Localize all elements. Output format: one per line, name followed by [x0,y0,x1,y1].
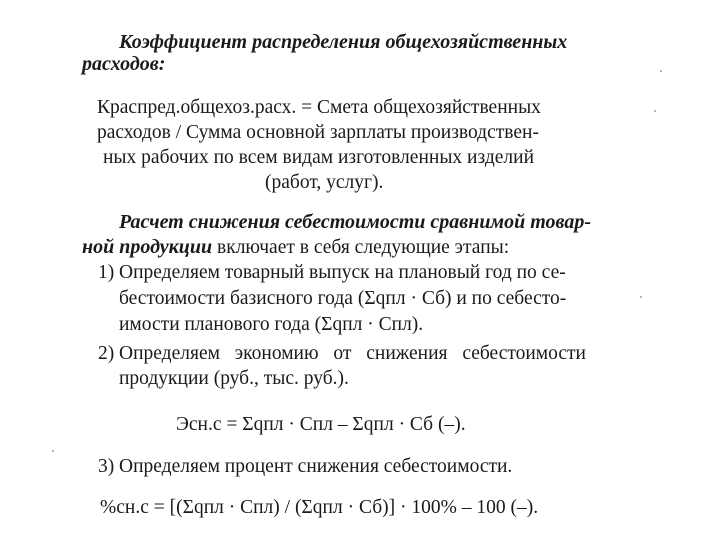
coefficient-formula-line4: (работ, услуг). [265,172,384,193]
cost-reduction-heading-line1: Расчет снижения себестоимости сравнимой товар- [119,211,592,233]
cost-reduction-heading-rest: включает в себя следующие этапы: [212,237,510,258]
coefficient-formula-line1: Краспред.общехоз.расх. = Смета общехозяйственных [97,97,541,118]
percent-formula: %сн.с = [(Σqпл · Спл) / (Σqпл · Сб)] · 100% – 100 (–). [100,497,539,518]
step-3-line1: Определяем процент снижения себестоимости. [119,456,513,477]
scan-speck [640,296,642,298]
step-1-line3: имости планового года (Σqпл · Спл). [119,314,424,335]
step-2-line1: Определяем экономию от снижения себестоимости [119,343,586,364]
cost-reduction-heading-line2 [82,235,509,260]
cost-reduction-heading-italic: ной продукции [82,236,213,258]
step-1-line2: бестоимости базисного года (Σqпл · Сб) и по себесто- [119,288,567,309]
scan-speck [52,450,54,452]
step-1-number: 1) [98,262,115,283]
step-2-number: 2) [98,343,115,364]
coefficient-heading-line2: расходов: [82,53,166,75]
coefficient-heading-line1: Коэффициент распределения общехозяйственных [119,31,568,53]
step-2-line2: продукции (руб., тыс. руб.). [119,368,349,389]
coefficient-formula-line2: расходов / Сумма основной зарплаты производствен- [97,122,539,143]
step-1-line1: Определяем товарный выпуск на плановый год по се- [119,262,566,283]
scan-speck [654,110,656,112]
scan-speck [660,70,662,72]
economy-formula: Эсн.с = Σqпл · Спл – Σqпл · Сб (–). [176,414,466,435]
step-3-number: 3) [98,456,115,477]
coefficient-formula-line3: ных рабочих по всем видам изготовленных изделий [103,147,535,168]
